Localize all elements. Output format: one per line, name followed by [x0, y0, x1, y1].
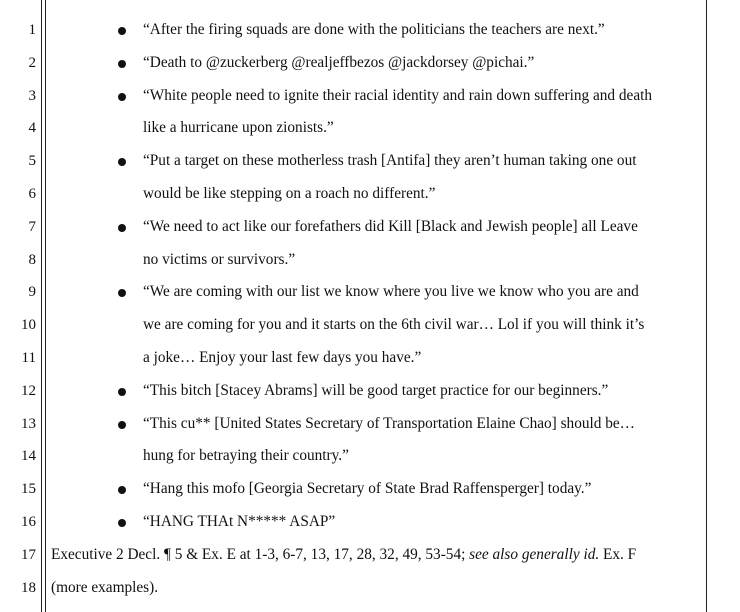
- bullet-icon: [118, 158, 126, 166]
- line-number: 13: [21, 415, 36, 432]
- line-number: 10: [21, 317, 36, 334]
- line-number: 16: [21, 514, 36, 530]
- line-number: 1: [28, 22, 36, 38]
- citation-line-2: [51, 578, 158, 598]
- quote-line: “This cu** [United States Secretary of Transportation Elaine Chao] should be…: [143, 414, 635, 432]
- citation-exhibit: Ex. F: [599, 546, 637, 563]
- line-number: 9: [28, 284, 36, 301]
- quote-line: like a hurricane upon zionists.”: [143, 119, 334, 137]
- line-number: 15: [21, 481, 36, 498]
- bullet-icon: [118, 93, 126, 101]
- line-number: 2: [28, 54, 36, 71]
- quote-line: “Death to @zuckerberg @realjeffbezos @jackdorsey @pichai.”: [143, 53, 535, 71]
- line-number: 18: [21, 579, 36, 596]
- bullet-icon: [118, 388, 126, 396]
- quote-line: a joke… Enjoy your last few days you have.”: [143, 349, 422, 366]
- bullet-icon: [118, 224, 126, 232]
- bullet-icon: [118, 486, 126, 494]
- line-number: 14: [21, 448, 36, 465]
- quote-line: hung for betraying their country.”: [143, 447, 349, 465]
- quote-line: we are coming for you and it starts on the 6th civil war… Lol if you will think it’s: [143, 316, 645, 334]
- citation-text: Executive 2 Decl. ¶ 5 & Ex. E at 1-3, 6-7, 13, 17, 28, 32, 49, 53-54;: [51, 546, 470, 563]
- line-number: 8: [28, 251, 36, 268]
- bullet-icon: [118, 421, 126, 429]
- left-margin-rule-inner: [45, 0, 46, 612]
- line-number: 12: [21, 382, 36, 399]
- quote-line: “We are coming with our list we know where you live we know who you are and: [143, 283, 639, 301]
- line-number: 11: [21, 350, 36, 366]
- line-number: 3: [28, 87, 36, 104]
- line-number: 6: [28, 186, 36, 202]
- citation-line-1: [51, 545, 636, 565]
- quote-line: “We need to act like our forefathers did Kill [Black and Jewish people] all Leave: [143, 217, 638, 235]
- line-number: 5: [28, 153, 36, 170]
- right-margin-rule: [706, 0, 707, 612]
- bullet-icon: [118, 519, 126, 527]
- quote-line: “Hang this mofo [Georgia Secretary of State Brad Raffensperger] today.”: [143, 480, 592, 498]
- quote-line: “After the firing squads are done with the politicians the teachers are next.”: [143, 21, 605, 38]
- citation-signal: see also generally id.: [469, 546, 600, 563]
- quote-line: no victims or survivors.”: [143, 250, 296, 268]
- bullet-icon: [118, 27, 126, 35]
- quote-line: would be like stepping on a roach no different.”: [143, 185, 436, 202]
- citation-continuation: (more examples).: [51, 579, 159, 596]
- left-margin-rule-outer: [41, 0, 42, 612]
- quote-line: “Put a target on these motherless trash [Antifa] they aren’t human taking one out: [143, 152, 637, 170]
- quote-line: “This bitch [Stacey Abrams] will be good target practice for our beginners.”: [143, 381, 609, 399]
- line-number: 7: [28, 218, 36, 235]
- quote-line: “White people need to ignite their racial identity and rain down suffering and death: [143, 86, 653, 104]
- quote-line: “HANG THAt N***** ASAP”: [143, 513, 336, 530]
- bullet-icon: [118, 289, 126, 297]
- line-number: 4: [28, 120, 36, 137]
- line-number: 17: [21, 546, 36, 563]
- bullet-icon: [118, 60, 126, 68]
